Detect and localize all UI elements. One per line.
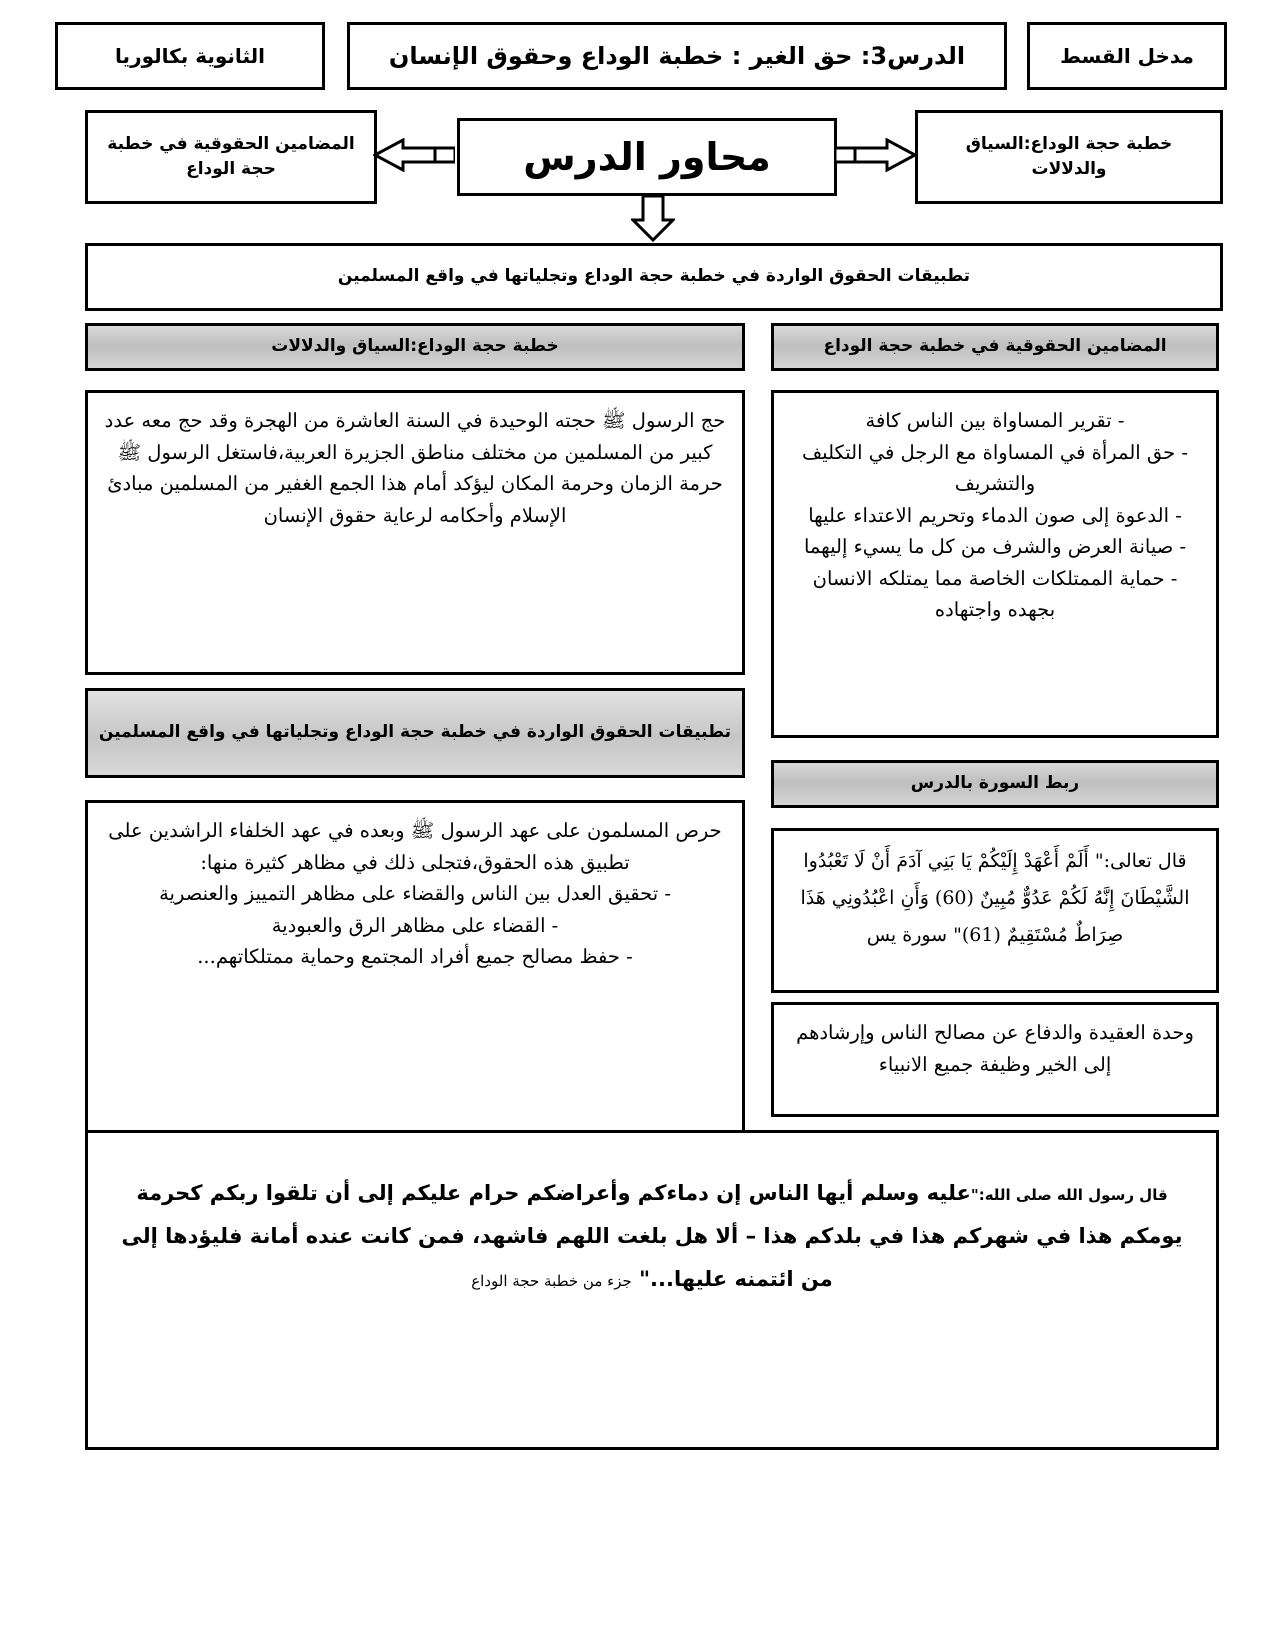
arrow-to-meanings xyxy=(373,138,455,172)
header-subject-label: مدخل القسط xyxy=(1060,44,1194,68)
link-note-box xyxy=(771,1002,1219,1117)
section-header-link xyxy=(771,760,1219,808)
applications-item: - القضاء على مظاهر الرق والعبودية xyxy=(271,913,559,937)
applications-item: - حفظ مصالح جميع أفراد المجتمع وحماية ممتلكاتهم... xyxy=(197,945,633,969)
header-subject-box xyxy=(1027,22,1227,90)
section-header-link-label: ربط السورة بالدرس xyxy=(910,773,1080,794)
context-content-box xyxy=(85,390,745,675)
hadith-paragraph xyxy=(108,1172,1196,1301)
section-header-meanings-label: المضامين الحقوقية في خطبة حجة الوداع xyxy=(823,336,1167,357)
hadith-source: جزء من خطبة حجة الوداع xyxy=(471,1272,632,1291)
section-header-applications-label: تطبيقات الحقوق الواردة في خطبة حجة الوداع وتجلياتها في واقع المسلمين xyxy=(98,722,732,743)
meanings-item: - صيانة العرض والشرف من كل ما يسيء إليهما xyxy=(803,535,1187,559)
section-header-context xyxy=(85,323,745,371)
section-header-applications xyxy=(85,688,745,778)
axis-branch-meanings-box xyxy=(85,110,377,204)
section-header-meanings xyxy=(771,323,1219,371)
arrow-to-context xyxy=(835,138,917,172)
meanings-item: - الدعوة إلى صون الدماء وتحريم الاعتداء عليها xyxy=(808,503,1182,527)
link-note-text: وحدة العقيدة والدفاع عن مصالح الناس وإرشادهم إلى الخير وظيفة جميع الانبياء xyxy=(796,1021,1194,1076)
header-title-label: الدرس3: حق الغير : خطبة الوداع وحقوق الإنسان xyxy=(388,42,966,70)
header-title-box xyxy=(347,22,1007,90)
verse-quote-box xyxy=(771,828,1219,993)
hadith-close: " xyxy=(639,1267,651,1292)
hadith-lead: قال رسول الله صلى الله:" xyxy=(970,1186,1168,1204)
meanings-item: - حق المرأة في المساواة مع الرجل في التكليف والتشريف xyxy=(802,440,1188,496)
applications-content-box xyxy=(85,800,745,1140)
arrow-to-applications xyxy=(631,196,675,242)
lesson-axes-title: محاور الدرس xyxy=(523,135,771,179)
header-level-box xyxy=(55,22,325,90)
axis-branch-applications-box xyxy=(85,243,1223,311)
axis-branch-meanings-label: المضامين الحقوقية في خطبة حجة الوداع xyxy=(107,133,355,179)
lesson-axes-box xyxy=(457,118,837,196)
axis-branch-context-label: خطبة حجة الوداع:السياق والدلالات xyxy=(965,133,1173,179)
hadith-body: عليه وسلم أيها الناس إن دماءكم وأعراضكم حرام عليكم إلى أن تلقوا ربكم كحرمة يومكم هذا في شهركم هذا في بلدكم هذا – ألا هل بلغت اللهم فاشهد، فمن كانت عنده أمانة فليؤدها إلى من ائتمنه عليها... xyxy=(121,1181,1183,1292)
axis-branch-applications-label: تطبيقات الحقوق الواردة في خطبة حجة الوداع وتجلياتها في واقع المسلمين xyxy=(337,266,971,287)
axis-branch-context-box xyxy=(915,110,1223,204)
verse-quote-text: قال تعالى:" أَلَمْ أَعْهَدْ إِلَيْكُمْ يَا بَنِي آدَمَ أَنْ لَا تَعْبُدُوا الشَّيْطَانَ إِنَّهُ لَكُمْ عَدُوٌّ مُبِينٌ (60) وَأَنِ اعْبُدُونِي هَذَا صِرَاطٌ مُسْتَقِيمٌ (61)" سورة يس xyxy=(800,850,1190,947)
meanings-content-box xyxy=(771,390,1219,738)
applications-intro: حرص المسلمون على عهد الرسول ﷺ وبعده في عهد الخلفاء الراشدين على تطبيق هذه الحقوق،فتجلى ذلك في مظاهر كثيرة منها: xyxy=(108,819,722,874)
header-level-label: الثانوية بكالوريا xyxy=(115,44,265,68)
context-paragraph: حج الرسول ﷺ حجته الوحيدة في السنة العاشرة من الهجرة وقد حج معه عدد كبير من المسلمين من مختلف مناطق الجزيرة العربية،فاستغل الرسول ﷺ حرمة الزمان وحرمة المكان ليؤكد أمام هذا الجمع الغفير من المسلمين مبادئ الإسلام وأحكامه لرعاية حقوق الإنسان xyxy=(104,409,726,527)
hadith-box xyxy=(85,1130,1219,1450)
meanings-item: - حماية الممتلكات الخاصة مما يمتلكه الانسان بجهده واجتهاده xyxy=(812,566,1178,622)
meanings-item: - تقرير المساواة بين الناس كافة xyxy=(865,409,1125,432)
applications-item: - تحقيق العدل بين الناس والقضاء على مظاهر التمييز والعنصرية xyxy=(159,882,671,906)
section-header-context-label: خطبة حجة الوداع:السياق والدلالات xyxy=(271,336,559,357)
